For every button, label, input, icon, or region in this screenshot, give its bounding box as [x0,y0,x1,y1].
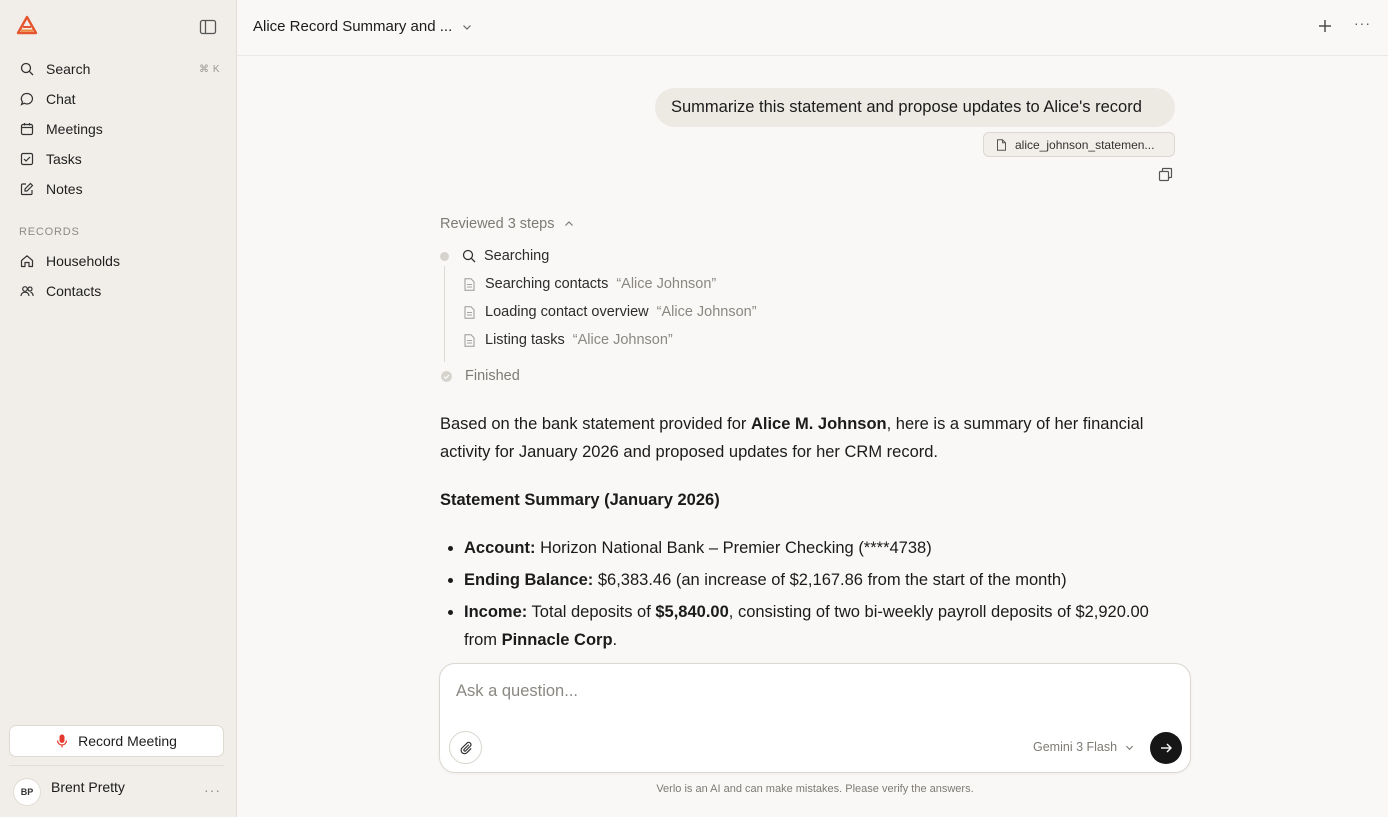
arrow-right-icon [1159,741,1173,755]
sub-step-query: “Alice Johnson” [616,276,717,292]
file-icon [996,139,1007,151]
assistant-answer [440,410,1180,658]
nav-item-label: Tasks [46,151,82,167]
records-nav [10,246,226,306]
chat-bubble-icon [20,92,34,106]
sub-step-label: Loading contact overview [485,304,649,320]
sidebar-divider [9,765,224,766]
answer-bullets [440,534,1180,654]
checkbox-icon [20,152,34,166]
page-title: Alice Record Summary and ... [253,18,453,35]
avatar[interactable]: BP [13,778,41,806]
verlo-logo-icon[interactable] [16,15,38,37]
microphone-icon [56,734,68,748]
records-section-label: RECORDS [19,226,80,238]
record-meeting-label: Record Meeting [78,733,177,749]
user-name: Brent Pretty [51,779,125,795]
nav-item-label: Chat [46,91,76,107]
user-message-bubble [655,88,1175,127]
bullet-label: Ending Balance: [464,571,594,589]
bullet-bold: $5,840.00 [655,603,729,621]
nav-item-label: Notes [46,181,83,197]
send-button[interactable] [1150,732,1182,764]
sub-step-query: “Alice Johnson” [572,332,673,348]
header-more-button[interactable]: ··· [1354,15,1371,31]
sub-step-query: “Alice Johnson” [656,304,757,320]
nav-item-label: Meetings [46,121,103,137]
document-icon [464,306,475,319]
nav-item-search[interactable] [10,54,226,84]
steps-toggle[interactable] [440,216,574,232]
plus-icon[interactable] [1317,18,1333,34]
search-icon [20,62,34,76]
step-head-label: Searching [484,248,550,264]
nav-item-chat[interactable] [10,84,226,114]
answer-heading: Statement Summary (January 2026) [440,491,720,509]
chat-title-dropdown[interactable] [253,18,472,35]
chevron-up-icon [564,219,574,229]
sidebar-toggle-icon[interactable] [198,17,218,37]
list-item [464,566,1180,594]
home-icon [20,254,34,268]
shortcut-hint: ⌘ K [199,63,220,75]
bullet-text: $6,383.46 (an increase of $2,167.86 from the start of the month) [593,571,1067,589]
question-input[interactable] [456,682,1156,701]
document-icon [464,278,475,291]
search-icon [462,249,476,263]
calendar-icon [20,122,34,136]
attachment-filename: alice_johnson_statemen... [1015,137,1155,152]
user-more-button[interactable]: ··· [204,782,221,798]
answer-text: Based on the bank statement provided for [440,415,751,433]
bullet-label: Account: [464,539,536,557]
attachment-chip[interactable] [983,132,1175,157]
copy-icon[interactable] [1158,167,1173,182]
chevron-down-icon [1125,743,1134,752]
nav-item-label: Contacts [46,283,102,299]
sub-step-label: Searching contacts [485,276,609,292]
nav-item-label: Households [46,253,120,269]
paperclip-icon [459,741,473,755]
user-message-text: Summarize this statement and propose updates to Alice's record [671,98,1142,116]
answer-intro [440,410,1180,466]
sidebar [0,0,237,817]
main-nav [10,54,226,204]
nav-item-households[interactable] [10,246,226,276]
answer-bold-name: Alice M. Johnson [750,415,887,433]
step-timeline-line [444,266,445,362]
step-dot [440,252,449,261]
bullet-bold: Pinnacle Corp [501,631,613,649]
chevron-down-icon [462,22,472,32]
composer [439,663,1191,773]
check-circle-icon [441,371,452,382]
users-icon [20,284,34,298]
nav-item-notes[interactable] [10,174,226,204]
list-item [464,534,1180,562]
step-finished-label: Finished [465,368,520,384]
model-name: Gemini 3 Flash [1033,740,1118,754]
bullet-text: . [612,631,618,649]
attach-button[interactable] [449,731,482,764]
nav-item-meetings[interactable] [10,114,226,144]
nav-item-contacts[interactable] [10,276,226,306]
sub-step-label: Listing tasks [485,332,565,348]
bullet-text: Total deposits of [527,603,656,621]
edit-note-icon [20,182,34,196]
steps-toggle-label: Reviewed 3 steps [440,216,555,232]
sub-step [464,276,716,292]
record-meeting-button[interactable] [9,725,224,757]
chat-header [237,0,1388,56]
sub-step [464,332,673,348]
sub-step [464,304,757,320]
ai-disclaimer: Verlo is an AI and can make mistakes. Please verify the answers. [656,783,974,795]
nav-item-label: Search [46,61,91,77]
nav-item-tasks[interactable] [10,144,226,174]
bullet-text: , consisting of two bi-weekly payroll deposits of $2,920.00 from [464,603,1149,649]
step-searching [462,248,549,264]
bullet-label: Income: [464,603,528,621]
model-selector[interactable] [1033,740,1134,754]
answer-text: , here is a summary of her financial activity for January 2026 and proposed updates for her CRM record. [440,415,1144,461]
list-item [464,598,1180,654]
document-icon [464,334,475,347]
bullet-text: Horizon National Bank – Premier Checking (****4738) [535,539,932,557]
